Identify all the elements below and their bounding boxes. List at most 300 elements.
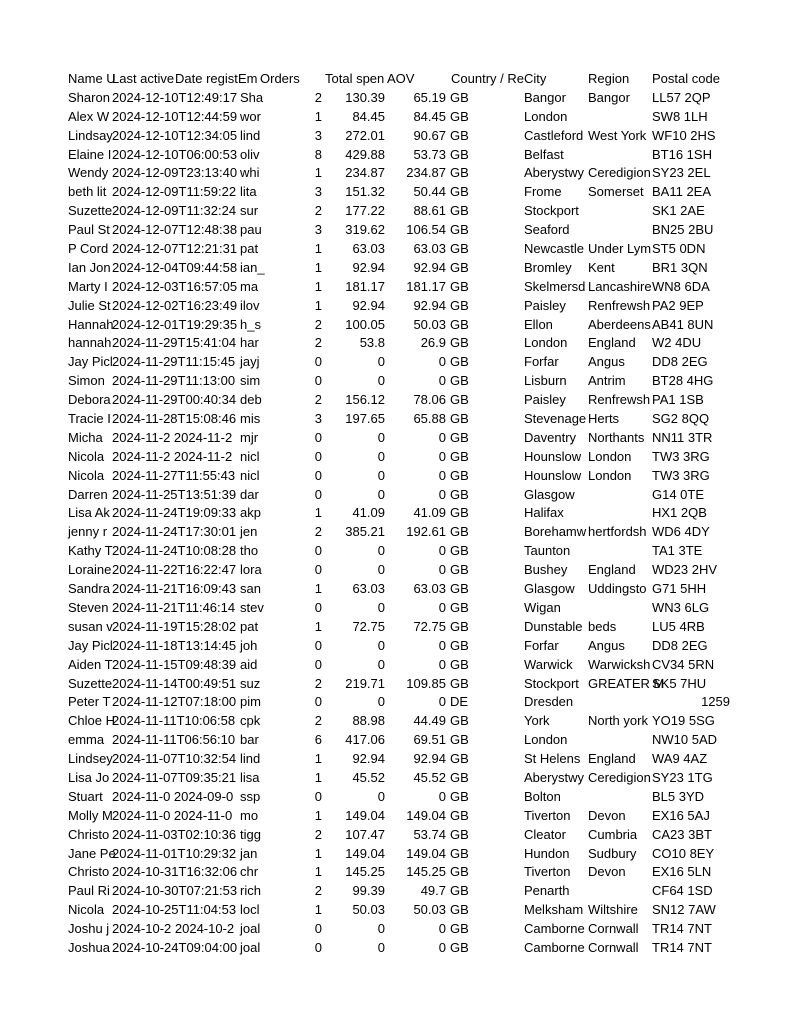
cell-aov[interactable]: 63.03 xyxy=(413,241,446,257)
cell-name[interactable]: Micha xyxy=(68,429,103,445)
cell-name[interactable]: Molly M xyxy=(68,807,113,823)
cell-postal-code[interactable]: TW3 3RG xyxy=(652,448,710,464)
header-country[interactable]: Country / Re xyxy=(451,71,524,86)
cell-email[interactable]: stev xyxy=(240,599,264,615)
cell-name[interactable]: Peter T xyxy=(68,694,111,710)
cell-orders[interactable]: 8 xyxy=(314,146,322,162)
cell-aov[interactable]: 41.09 xyxy=(413,505,446,521)
cell-name[interactable]: Loraine xyxy=(68,562,112,578)
cell-postal-code[interactable]: EX16 5AJ xyxy=(652,807,710,823)
cell-orders[interactable]: 1 xyxy=(314,769,322,785)
cell-total-spent[interactable]: 107.47 xyxy=(345,826,385,842)
cell-email[interactable]: wor xyxy=(240,108,261,124)
cell-name[interactable]: Paul St xyxy=(68,222,110,238)
cell-region[interactable]: North york xyxy=(588,713,648,729)
cell-last-active[interactable]: 2024-11-21T11:46:14 xyxy=(112,599,236,615)
cell-country[interactable]: GB xyxy=(450,939,469,955)
cell-city[interactable]: Halifax xyxy=(524,505,564,521)
cell-city[interactable]: London xyxy=(524,732,568,748)
cell-aov[interactable]: 63.03 xyxy=(413,581,446,597)
cell-name[interactable]: susan v xyxy=(68,618,113,634)
cell-postal-code[interactable]: SK1 2AE xyxy=(652,203,705,219)
cell-email[interactable]: jen xyxy=(240,524,258,540)
cell-postal-code[interactable]: BT16 1SH xyxy=(652,146,712,162)
cell-aov[interactable]: 0 xyxy=(438,788,446,804)
cell-country[interactable]: GB xyxy=(450,732,469,748)
cell-email[interactable]: bar xyxy=(240,732,259,748)
cell-total-spent[interactable]: 177.22 xyxy=(345,203,385,219)
cell-city[interactable]: Frome xyxy=(524,184,562,200)
cell-city[interactable]: Paisley xyxy=(524,392,566,408)
cell-orders[interactable]: 0 xyxy=(314,543,322,559)
cell-aov[interactable]: 53.73 xyxy=(413,146,446,162)
cell-postal-code[interactable]: BL5 3YD xyxy=(652,788,705,804)
cell-email[interactable]: pim xyxy=(240,694,261,710)
cell-last-active[interactable]: 2024-11-11T10:06:58 xyxy=(112,713,236,729)
cell-total-spent[interactable]: 0 xyxy=(377,562,385,578)
cell-name[interactable]: emma xyxy=(68,732,105,748)
cell-total-spent[interactable]: 92.94 xyxy=(352,259,385,275)
cell-total-spent[interactable]: 92.94 xyxy=(352,297,385,313)
cell-aov[interactable]: 72.75 xyxy=(413,618,446,634)
cell-name[interactable]: Lindsey xyxy=(68,751,113,767)
cell-aov[interactable]: 0 xyxy=(438,939,446,955)
cell-email[interactable]: whi xyxy=(240,165,260,181)
cell-email[interactable]: oliv xyxy=(240,146,260,162)
cell-total-spent[interactable]: 151.32 xyxy=(345,184,385,200)
cell-email[interactable]: pat xyxy=(240,241,259,257)
cell-city[interactable]: Cleator xyxy=(524,826,566,842)
cell-name[interactable]: Lisa Jo xyxy=(68,769,110,785)
cell-total-spent[interactable]: 0 xyxy=(377,467,385,483)
cell-last-active[interactable]: 2024-11-18T13:14:45 xyxy=(112,637,237,653)
cell-aov[interactable]: 44.49 xyxy=(413,713,446,729)
cell-city[interactable]: Taunton xyxy=(524,543,571,559)
cell-city[interactable]: Hounslow xyxy=(524,448,582,464)
cell-email[interactable]: mjr xyxy=(240,429,259,445)
cell-orders[interactable]: 3 xyxy=(314,184,322,200)
cell-aov[interactable]: 92.94 xyxy=(413,297,446,313)
cell-country[interactable]: GB xyxy=(450,883,469,899)
cell-region[interactable]: Uddingsto xyxy=(588,581,647,597)
cell-orders[interactable]: 0 xyxy=(314,637,322,653)
cell-city[interactable]: Camborne xyxy=(524,939,585,955)
cell-total-spent[interactable]: 130.39 xyxy=(345,89,385,105)
cell-last-active[interactable]: 2024-11-29T00:40:34 xyxy=(112,392,237,408)
cell-name[interactable]: Tracie I xyxy=(68,411,111,427)
cell-country[interactable]: GB xyxy=(450,354,469,370)
cell-postal-code[interactable]: DD8 2EG xyxy=(652,354,708,370)
cell-name[interactable]: Aiden T xyxy=(68,656,113,672)
cell-email[interactable]: sur xyxy=(240,203,259,219)
cell-aov[interactable]: 65.88 xyxy=(413,411,446,427)
cell-region[interactable]: England xyxy=(588,562,636,578)
cell-orders[interactable]: 1 xyxy=(314,259,322,275)
cell-country[interactable]: GB xyxy=(450,411,469,427)
cell-postal-code[interactable]: PA2 9EP xyxy=(652,297,704,313)
cell-region[interactable]: Cornwall xyxy=(588,921,639,937)
cell-email[interactable]: joal xyxy=(240,939,261,955)
cell-orders[interactable]: 1 xyxy=(314,807,322,823)
cell-aov[interactable]: 0 xyxy=(438,429,446,445)
cell-country[interactable]: GB xyxy=(450,599,469,615)
cell-country[interactable]: GB xyxy=(450,373,469,389)
cell-postal-code[interactable]: G71 5HH xyxy=(652,581,707,597)
cell-orders[interactable]: 1 xyxy=(314,902,322,918)
cell-aov[interactable]: 149.04 xyxy=(406,845,446,861)
cell-aov[interactable]: 0 xyxy=(438,656,446,672)
cell-orders[interactable]: 1 xyxy=(314,845,322,861)
cell-orders[interactable]: 2 xyxy=(314,316,322,332)
cell-orders[interactable]: 0 xyxy=(314,429,322,445)
cell-last-active[interactable]: 2024-11-07T09:35:21 xyxy=(112,769,237,785)
cell-city[interactable]: Glasgow xyxy=(524,486,575,502)
cell-aov[interactable]: 0 xyxy=(438,543,446,559)
cell-postal-code[interactable]: SN12 7AW xyxy=(652,902,716,918)
cell-region[interactable]: London xyxy=(588,467,632,483)
cell-total-spent[interactable]: 45.52 xyxy=(352,769,385,785)
cell-orders[interactable]: 1 xyxy=(314,241,322,257)
cell-last-active[interactable]: 2024-11-03T02:10:36 xyxy=(112,826,237,842)
cell-country[interactable]: GB xyxy=(450,486,469,502)
cell-name[interactable]: Paul Ri xyxy=(68,883,110,899)
cell-name[interactable]: Darren xyxy=(68,486,108,502)
cell-total-spent[interactable]: 319.62 xyxy=(345,222,385,238)
cell-region[interactable]: Cumbria xyxy=(588,826,638,842)
cell-email[interactable]: joh xyxy=(240,637,258,653)
cell-region[interactable]: Under Lym xyxy=(588,241,652,257)
cell-last-active[interactable]: 2024-11-0 2024-09-0 xyxy=(112,788,234,804)
cell-orders[interactable]: 0 xyxy=(314,921,322,937)
cell-city[interactable]: Penarth xyxy=(524,883,570,899)
cell-city[interactable]: Forfar xyxy=(524,637,559,653)
cell-orders[interactable]: 2 xyxy=(314,675,322,691)
cell-last-active[interactable]: 2024-11-19T15:28:02 xyxy=(112,618,237,634)
cell-country[interactable]: GB xyxy=(450,448,469,464)
cell-last-active[interactable]: 2024-11-21T16:09:43 xyxy=(112,581,237,597)
header-email[interactable]: Em xyxy=(238,71,258,86)
cell-name[interactable]: Nicola xyxy=(68,467,105,483)
cell-country[interactable]: GB xyxy=(450,864,469,880)
cell-total-spent[interactable]: 417.06 xyxy=(345,732,385,748)
cell-country[interactable]: GB xyxy=(450,259,469,275)
cell-aov[interactable]: 106.54 xyxy=(406,222,446,238)
cell-name[interactable]: beth lit xyxy=(68,184,107,200)
cell-postal-code[interactable]: 1259 xyxy=(701,694,730,710)
cell-name[interactable]: Chloe H xyxy=(68,713,115,729)
cell-postal-code[interactable]: TR14 7NT xyxy=(652,939,712,955)
cell-total-spent[interactable]: 72.75 xyxy=(352,618,385,634)
cell-total-spent[interactable]: 234.87 xyxy=(345,165,385,181)
cell-city[interactable]: Hundon xyxy=(524,845,570,861)
cell-email[interactable]: rich xyxy=(240,883,261,899)
cell-country[interactable]: GB xyxy=(450,921,469,937)
cell-city[interactable]: Bushey xyxy=(524,562,568,578)
cell-total-spent[interactable]: 0 xyxy=(377,694,385,710)
cell-orders[interactable]: 0 xyxy=(314,354,322,370)
cell-email[interactable]: chr xyxy=(240,864,259,880)
cell-region[interactable]: Kent xyxy=(588,259,615,275)
cell-orders[interactable]: 3 xyxy=(314,127,322,143)
cell-city[interactable]: Paisley xyxy=(524,297,566,313)
cell-last-active[interactable]: 2024-10-30T07:21:53 xyxy=(112,883,238,899)
header-total-spent[interactable]: Total spen xyxy=(325,71,385,86)
cell-aov[interactable]: 26.9 xyxy=(420,335,446,351)
cell-country[interactable]: GB xyxy=(450,127,469,143)
cell-total-spent[interactable]: 0 xyxy=(377,429,385,445)
cell-city[interactable]: Aberystwy xyxy=(524,165,584,181)
cell-region[interactable]: Antrim xyxy=(588,373,626,389)
cell-postal-code[interactable]: ST5 0DN xyxy=(652,241,706,257)
cell-last-active[interactable]: 2024-10-24T09:04:00 xyxy=(112,939,238,955)
cell-postal-code[interactable]: CO10 8EY xyxy=(652,845,715,861)
cell-total-spent[interactable]: 156.12 xyxy=(345,392,385,408)
cell-city[interactable]: London xyxy=(524,335,568,351)
cell-orders[interactable]: 3 xyxy=(314,411,322,427)
cell-postal-code[interactable]: W2 4DU xyxy=(652,335,702,351)
cell-total-spent[interactable]: 429.88 xyxy=(345,146,385,162)
cell-aov[interactable]: 0 xyxy=(438,354,446,370)
cell-city[interactable]: Bromley xyxy=(524,259,572,275)
cell-aov[interactable]: 84.45 xyxy=(413,108,446,124)
cell-orders[interactable]: 0 xyxy=(314,694,322,710)
cell-aov[interactable]: 0 xyxy=(438,694,446,710)
cell-total-spent[interactable]: 197.65 xyxy=(345,411,385,427)
cell-total-spent[interactable]: 53.8 xyxy=(359,335,385,351)
cell-city[interactable]: Stockport xyxy=(524,203,579,219)
cell-postal-code[interactable]: TA1 3TE xyxy=(652,543,703,559)
cell-name[interactable]: Steven xyxy=(68,599,109,615)
cell-email[interactable]: dar xyxy=(240,486,259,502)
cell-country[interactable]: GB xyxy=(450,788,469,804)
cell-postal-code[interactable]: DD8 2EG xyxy=(652,637,708,653)
cell-orders[interactable]: 1 xyxy=(314,297,322,313)
cell-postal-code[interactable]: WA9 4AZ xyxy=(652,751,708,767)
cell-last-active[interactable]: 2024-12-07T12:21:31 xyxy=(112,241,238,257)
cell-aov[interactable]: 69.51 xyxy=(413,732,446,748)
cell-aov[interactable]: 192.61 xyxy=(406,524,446,540)
cell-email[interactable]: tho xyxy=(240,543,259,559)
cell-postal-code[interactable]: WD6 4DY xyxy=(652,524,710,540)
cell-country[interactable]: GB xyxy=(450,203,469,219)
cell-orders[interactable]: 2 xyxy=(314,826,322,842)
cell-country[interactable]: GB xyxy=(450,89,469,105)
cell-country[interactable]: GB xyxy=(450,467,469,483)
cell-name[interactable]: Lisa Ak xyxy=(68,505,110,521)
cell-name[interactable]: Suzette xyxy=(68,675,113,691)
cell-region[interactable]: London xyxy=(588,448,632,464)
cell-last-active[interactable]: 2024-11-28T15:08:46 xyxy=(112,411,237,427)
cell-name[interactable]: Christo xyxy=(68,864,110,880)
cell-country[interactable]: GB xyxy=(450,807,469,823)
cell-aov[interactable]: 0 xyxy=(438,486,446,502)
cell-name[interactable]: Kathy T xyxy=(68,543,113,559)
cell-postal-code[interactable]: SG2 8QQ xyxy=(652,411,710,427)
cell-orders[interactable]: 2 xyxy=(314,203,322,219)
cell-orders[interactable]: 1 xyxy=(314,108,322,124)
cell-orders[interactable]: 6 xyxy=(314,732,322,748)
cell-name[interactable]: Joshua xyxy=(68,939,110,955)
cell-total-spent[interactable]: 0 xyxy=(377,448,385,464)
cell-city[interactable]: Dunstable xyxy=(524,618,583,634)
cell-country[interactable]: GB xyxy=(450,429,469,445)
cell-city[interactable]: Bangor xyxy=(524,89,566,105)
cell-aov[interactable]: 88.61 xyxy=(413,203,446,219)
cell-postal-code[interactable]: AB41 8UN xyxy=(652,316,714,332)
cell-city[interactable]: Hounslow xyxy=(524,467,582,483)
cell-orders[interactable]: 1 xyxy=(314,505,322,521)
cell-last-active[interactable]: 2024-11-15T09:48:39 xyxy=(112,656,237,672)
cell-postal-code[interactable]: BN25 2BU xyxy=(652,222,714,238)
cell-postal-code[interactable]: WN3 6LG xyxy=(652,599,710,615)
cell-city[interactable]: Aberystwy xyxy=(524,769,584,785)
cell-region[interactable]: Renfrewsh xyxy=(588,297,651,313)
cell-total-spent[interactable]: 0 xyxy=(377,599,385,615)
cell-city[interactable]: Seaford xyxy=(524,222,570,238)
cell-email[interactable]: cpk xyxy=(240,713,261,729)
cell-city[interactable]: Ellon xyxy=(524,316,553,332)
cell-country[interactable]: GB xyxy=(450,845,469,861)
cell-email[interactable]: Sha xyxy=(240,89,264,105)
cell-name[interactable]: Stuart xyxy=(68,788,103,804)
cell-aov[interactable]: 90.67 xyxy=(413,127,446,143)
cell-orders[interactable]: 1 xyxy=(314,581,322,597)
cell-total-spent[interactable]: 0 xyxy=(377,637,385,653)
cell-last-active[interactable]: 2024-10-25T11:04:53 xyxy=(112,902,237,918)
cell-country[interactable]: GB xyxy=(450,902,469,918)
cell-name[interactable]: Ian Jon xyxy=(68,259,111,275)
cell-orders[interactable]: 2 xyxy=(314,335,322,351)
cell-last-active[interactable]: 2024-12-10T12:44:59 xyxy=(112,108,238,124)
cell-total-spent[interactable]: 0 xyxy=(377,788,385,804)
cell-orders[interactable]: 2 xyxy=(314,883,322,899)
cell-city[interactable]: Glasgow xyxy=(524,581,575,597)
cell-email[interactable]: mis xyxy=(240,411,261,427)
cell-country[interactable]: GB xyxy=(450,637,469,653)
cell-region[interactable]: Ceredigion xyxy=(588,165,651,181)
cell-total-spent[interactable]: 41.09 xyxy=(352,505,385,521)
header-region[interactable]: Region xyxy=(588,71,630,86)
cell-total-spent[interactable]: 0 xyxy=(377,921,385,937)
cell-region[interactable]: Wiltshire xyxy=(588,902,638,918)
cell-aov[interactable]: 50.03 xyxy=(413,902,446,918)
cell-orders[interactable]: 2 xyxy=(314,524,322,540)
cell-region[interactable]: Angus xyxy=(588,354,625,370)
cell-region[interactable]: hertfordsh xyxy=(588,524,647,540)
cell-name[interactable]: Joshu j xyxy=(68,921,110,937)
cell-name[interactable]: P Cord xyxy=(68,241,109,257)
cell-city[interactable]: Wigan xyxy=(524,599,561,615)
cell-email[interactable]: suz xyxy=(240,675,261,691)
cell-postal-code[interactable]: WD23 2HV xyxy=(652,562,718,578)
header-orders[interactable]: Orders xyxy=(260,71,300,86)
cell-last-active[interactable]: 2024-11-22T16:22:47 xyxy=(112,562,237,578)
cell-postal-code[interactable]: YO19 5SG xyxy=(652,713,715,729)
cell-name[interactable]: Debora xyxy=(68,392,111,408)
cell-email[interactable]: aid xyxy=(240,656,258,672)
cell-country[interactable]: GB xyxy=(450,751,469,767)
cell-last-active[interactable]: 2024-11-0 2024-11-0 xyxy=(112,807,233,823)
cell-last-active[interactable]: 2024-11-29T15:41:04 xyxy=(112,335,237,351)
cell-email[interactable]: locl xyxy=(240,902,260,918)
cell-last-active[interactable]: 2024-11-24T17:30:01 xyxy=(112,524,237,540)
cell-last-active[interactable]: 2024-11-07T10:32:54 xyxy=(112,751,237,767)
cell-name[interactable]: Simon xyxy=(68,373,105,389)
cell-orders[interactable]: 0 xyxy=(314,467,322,483)
cell-city[interactable]: Bolton xyxy=(524,788,561,804)
cell-name[interactable]: Marty I xyxy=(68,278,108,294)
cell-total-spent[interactable]: 149.04 xyxy=(345,807,385,823)
cell-last-active[interactable]: 2024-12-10T12:49:17 xyxy=(112,89,238,105)
cell-email[interactable]: ssp xyxy=(240,788,261,804)
cell-aov[interactable]: 45.52 xyxy=(413,769,446,785)
cell-country[interactable]: GB xyxy=(450,184,469,200)
cell-email[interactable]: sim xyxy=(240,373,261,389)
cell-last-active[interactable]: 2024-11-01T10:29:32 xyxy=(112,845,237,861)
cell-city[interactable]: York xyxy=(524,713,550,729)
cell-country[interactable]: GB xyxy=(450,505,469,521)
cell-aov[interactable]: 0 xyxy=(438,637,446,653)
cell-total-spent[interactable]: 272.01 xyxy=(345,127,385,143)
cell-region[interactable]: Somerset xyxy=(588,184,644,200)
cell-country[interactable]: GB xyxy=(450,562,469,578)
cell-country[interactable]: GB xyxy=(450,316,469,332)
cell-country[interactable]: GB xyxy=(450,392,469,408)
cell-postal-code[interactable]: SY23 1TG xyxy=(652,769,713,785)
cell-country[interactable]: GB xyxy=(450,241,469,257)
cell-country[interactable]: GB xyxy=(450,278,469,294)
cell-name[interactable]: Sharon xyxy=(68,89,110,105)
cell-total-spent[interactable]: 219.71 xyxy=(345,675,385,691)
cell-orders[interactable]: 0 xyxy=(314,486,322,502)
cell-postal-code[interactable]: CA23 3BT xyxy=(652,826,712,842)
cell-city[interactable]: Belfast xyxy=(524,146,564,162)
cell-total-spent[interactable]: 100.05 xyxy=(345,316,385,332)
cell-name[interactable]: Jay Picl xyxy=(68,354,113,370)
cell-last-active[interactable]: 2024-10-2 2024-10-2 xyxy=(112,921,235,937)
cell-country[interactable]: GB xyxy=(450,222,469,238)
cell-last-active[interactable]: 2024-11-29T11:13:00 xyxy=(112,373,236,389)
cell-aov[interactable]: 234.87 xyxy=(406,165,446,181)
cell-country[interactable]: GB xyxy=(450,618,469,634)
cell-country[interactable]: GB xyxy=(450,108,469,124)
cell-email[interactable]: deb xyxy=(240,392,262,408)
cell-last-active[interactable]: 2024-10-31T16:32:06 xyxy=(112,864,238,880)
cell-city[interactable]: Warwick xyxy=(524,656,573,672)
cell-aov[interactable]: 53.74 xyxy=(413,826,446,842)
cell-email[interactable]: ian_ xyxy=(240,259,265,275)
cell-city[interactable]: London xyxy=(524,108,568,124)
cell-postal-code[interactable]: NW10 5AD xyxy=(652,732,718,748)
cell-orders[interactable]: 2 xyxy=(314,392,322,408)
header-postal-code[interactable]: Postal code xyxy=(652,71,720,86)
cell-last-active[interactable]: 2024-12-02T16:23:49 xyxy=(112,297,238,313)
cell-total-spent[interactable]: 0 xyxy=(377,656,385,672)
cell-aov[interactable]: 0 xyxy=(438,373,446,389)
header-date-registered[interactable]: Date regist xyxy=(175,71,238,86)
cell-city[interactable]: Tiverton xyxy=(524,864,571,880)
cell-city[interactable]: Daventry xyxy=(524,429,577,445)
cell-city[interactable]: Newcastle xyxy=(524,241,584,257)
cell-orders[interactable]: 0 xyxy=(314,562,322,578)
cell-total-spent[interactable]: 84.45 xyxy=(352,108,385,124)
cell-name[interactable]: hannah xyxy=(68,335,112,351)
cell-postal-code[interactable]: BR1 3QN xyxy=(652,259,708,275)
cell-email[interactable]: pat xyxy=(240,618,259,634)
cell-country[interactable]: GB xyxy=(450,524,469,540)
cell-orders[interactable]: 0 xyxy=(314,656,322,672)
cell-orders[interactable]: 2 xyxy=(314,713,322,729)
